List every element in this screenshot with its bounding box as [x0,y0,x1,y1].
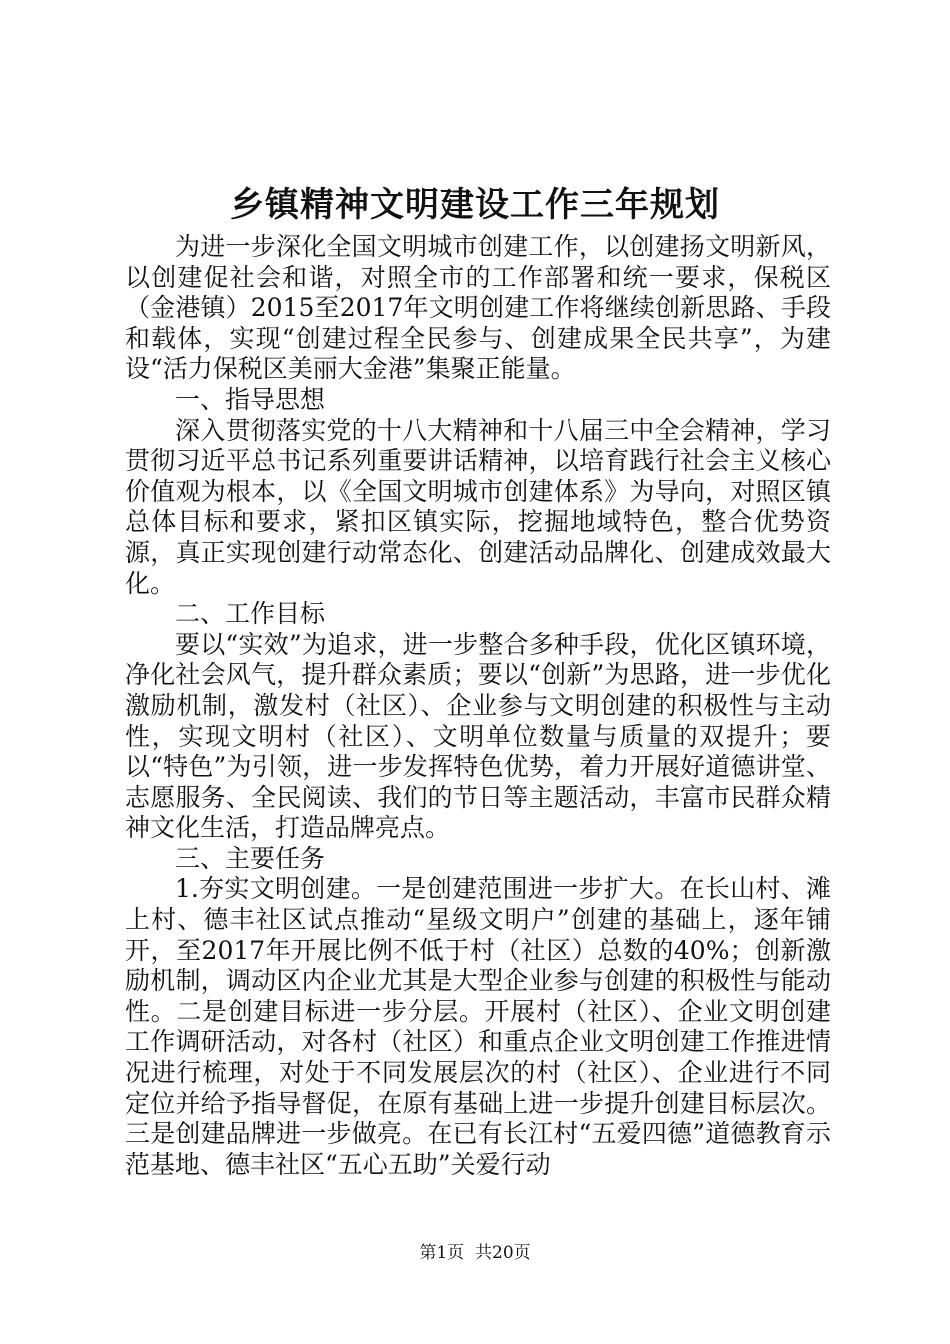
document-body [125,232,831,1180]
section-heading-work-goals: 二、工作目标 [175,599,326,629]
document-title: 乡镇精神文明建设工作三年规划 [230,185,720,225]
section-heading-main-tasks: 三、主要任务 [175,843,326,873]
section-heading-guiding-thought: 一、指导思想 [175,384,326,414]
page-number: 第1页 [419,1243,465,1263]
page-total: 共20页 [475,1243,531,1263]
guiding-thought-paragraph: 深入贯彻落实党的十八大精神和十八届三中全会精神，学习贯彻习近平总书记系列重要讲话精神，以培育践行社会主义核心价值观为根本，以《全国文明城市创建体系》为导向，对照区镇总体目标和要求，紧扣区镇实际，挖掘地域特色，整合优势资源，真正实现创建行动常态化、创建活动品牌化、创建成效最大化。 [125,415,831,598]
main-tasks-paragraph: 1.夯实文明创建。一是创建范围进一步扩大。在长山村、滩上村、德丰社区试点推动“星级文明户”创建的基础上，逐年铺开，至2017年开展比例不低于村（社区）总数的40%；创新激励机制，调动区内企业尤其是大型企业参与创建的积极性与能动性。二是创建目标进一步分层。开展村（社区）、企业文明创建工作调研活动，对各村（社区）和重点企业文明创建工作推进情况进行梳理，对处于不同发展层次的村（社区）、企业进行不同定位并给予指导督促，在原有基础上进一步提升创建目标层次。三是创建品牌进一步做亮。在已有长江村“五爱四德”道德教育示范基地、德丰社区“五心五助”关爱行动 [125,874,831,1179]
page-footer [0,1241,950,1265]
intro-paragraph: 为进一步深化全国文明城市创建工作，以创建扬文明新风，以创建促社会和谐，对照全市的工作部署和统一要求，保税区（金港镇）2015至2017年文明创建工作将继续创新思路、手段和载体，实现“创建过程全民参与、创建成果全民共享”，为建设“活力保税区美丽大金港”集聚正能量。 [125,232,831,384]
work-goals-paragraph: 要以“实效”为追求，进一步整合多种手段，优化区镇环境，净化社会风气，提升群众素质；要以“创新”为思路，进一步优化激励机制，激发村（社区）、企业参与文明创建的积极性与主动性，实现文明村（社区）、文明单位数量与质量的双提升；要以“特色”为引领，进一步发挥特色优势，着力开展好道德讲堂、志愿服务、全民阅读、我们的节日等主题活动，丰富市民群众精神文化生活，打造品牌亮点。 [125,629,831,843]
